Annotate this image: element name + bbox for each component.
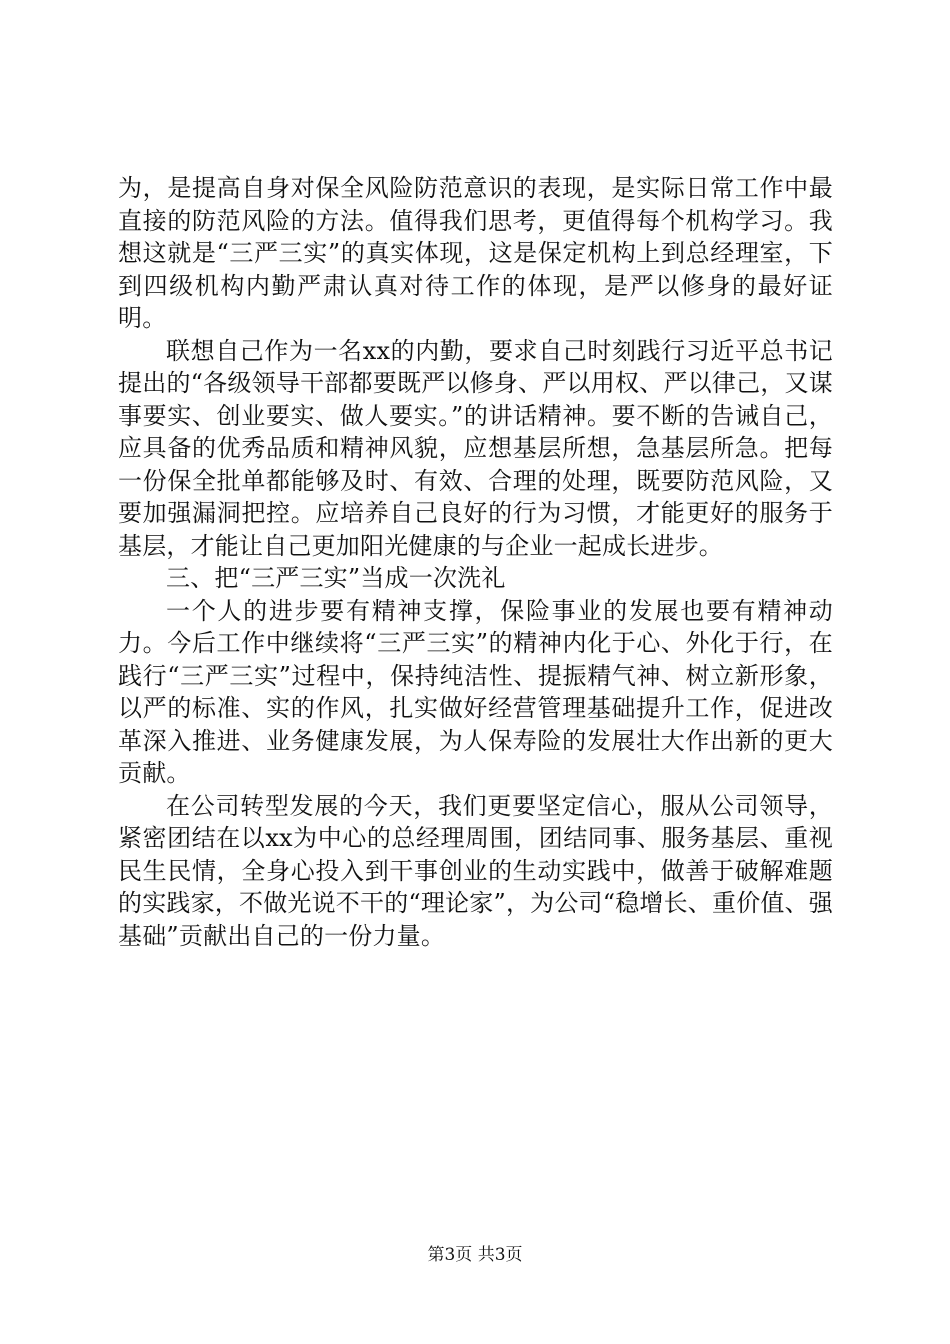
- section-heading: 三、把“三严三实”当成一次洗礼: [166, 564, 506, 592]
- paragraph-progress: 一个人的进步要有精神支撑，保险事业的发展也要有精神动力。今后工作中继续将“三严三实”的精神内化于心、外化于行，在践行“三严三实”过程中，保持纯洁性、提振精气神、树立新形象，以严的标准、实的作风，扎实做好经营管理基础提升工作，促进改革深入推进、业务健康发展，为人保寿险的发展壮大作出新的更大贡献。: [118, 596, 833, 787]
- paragraph-self-reflection: 联想自己作为一名xx的内勤，要求自己时刻践行习近平总书记提出的“各级领导干部都要既严以修身、严以用权、严以律己，又谋事要实、创业要实、做人要实。”的讲话精神。要不断的告诫自己，应具备的优秀品质和精神风貌，应想基层所想，急基层所急。把每一份保全批单都能够及时、有效、合理的处理，既要防范风险，又要加强漏洞把控。应培养自己良好的行为习惯，才能更好的服务于基层，才能让自己更加阳光健康的与企业一起成长进步。: [118, 336, 833, 560]
- document-body: [118, 172, 833, 952]
- paragraph-conclusion: 在公司转型发展的今天，我们更要坚定信心，服从公司领导，紧密团结在以xx为中心的总经理周围，团结同事、服务基层、重视民生民情，全身心投入到干事创业的生动实践中，做善于破解难题的实践家，不做光说不干的“理论家”，为公司“稳增长、重价值、强基础”贡献出自己的一份力量。: [118, 791, 834, 950]
- page-number-footer: 第3页 共3页: [427, 1245, 523, 1265]
- paragraph-continuation: 为，是提高自身对保全风险防范意识的表现，是实际日常工作中最直接的防范风险的方法。值得我们思考，更值得每个机构学习。我想这就是“三严三实”的真实体现，这是保定机构上到总经理室，下到四级机构内勤严肃认真对待工作的体现，是严以修身的最好证明。: [118, 174, 833, 332]
